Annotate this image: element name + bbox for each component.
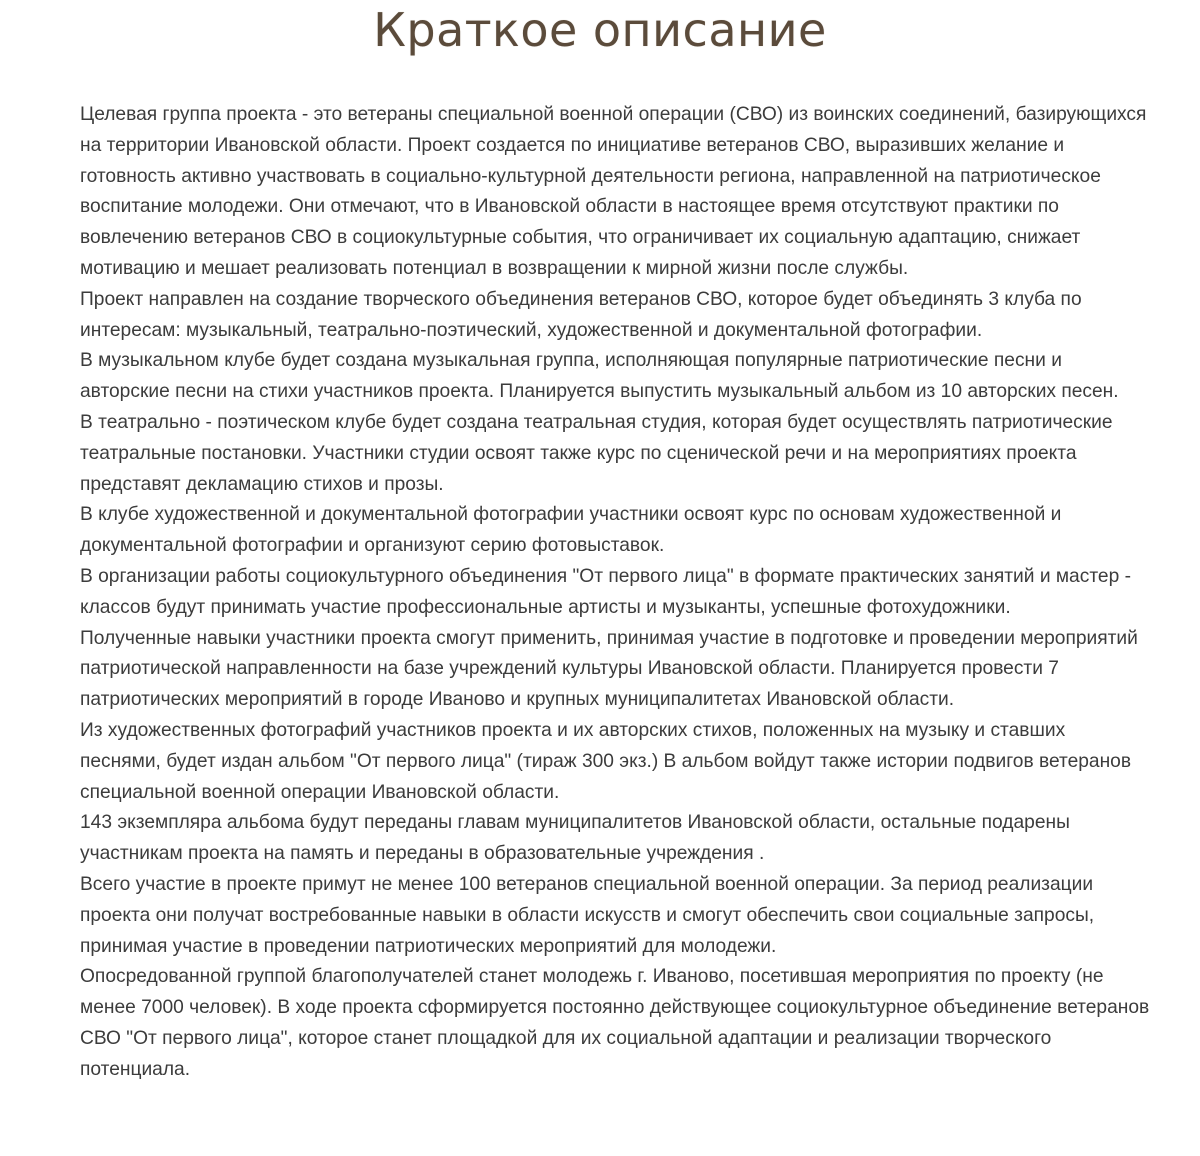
- paragraph-organization: В организации работы социокультурного объединения "От первого лица" в формате практических занятий и мастер - классов будут принимать участие профессиональные артисты и музыканты, успешные фотохудожники.: [80, 565, 1131, 618]
- paragraph-project-aim: Проект направлен на создание творческого объединения ветеранов СВО, которое будет объединять 3 клуба по интересам: музыкальный, театрально-поэтический, художественной и документальной фотографии.: [80, 288, 1082, 341]
- paragraph-theatre-club: В театрально - поэтическом клубе будет создана театральная студия, которая будет осуществлять патриотические театральные постановки. Участники студии освоят также курс по сценической речи и на мероприятиях проекта представят декламацию стихов и прозы.: [80, 411, 1113, 495]
- paragraph-beneficiaries: Опосредованной группой благополучателей станет молодежь г. Иваново, посетившая мероприятия по проекту (не менее 7000 человек). В ходе проекта сформируется постоянно действующее социокультурное объединение ветеранов СВО "От первого лица", которое станет площадкой для их социальной адаптации и реализации творческого потенциала.: [80, 966, 1150, 1080]
- page-title: Краткое описание: [373, 3, 827, 57]
- paragraph-album: Из художественных фотографий участников проекта и их авторских стихов, положенных на музыку и ставших песнями, будет издан альбом "От первого лица" (тираж 300 экз.) В альбом войдут также истории подвигов ветеранов специальной военной операции Ивановской области.: [80, 719, 1132, 803]
- paragraph-skills-events: Полученные навыки участники проекта смогут применить, принимая участие в подготовке и проведении мероприятий патриотической направленности на базе учреждений культуры Ивановской области. Планируется провести 7 патриотических мероприятий в городе Иваново и крупных муниципалитетах Ивановской области.: [80, 627, 1138, 711]
- paragraph-album-distribution: 143 экземпляра альбома будут переданы главам муниципалитетов Ивановской области, остальные подарены участникам проекта на память и переданы в образовательные учреждения .: [80, 812, 1070, 865]
- paragraph-photo-club: В клубе художественной и документальной фотографии участники освоят курс по основам художественной и документальной фотографии и организуют серию фотовыставок.: [80, 504, 1062, 557]
- paragraph-music-club: В музыкальном клубе будет создана музыкальная группа, исполняющая популярные патриотические песни и авторские песни на стихи участников проекта. Планируется выпустить музыкальный альбом из 10 авторских песен.: [80, 350, 1119, 403]
- paragraph-target-group: Целевая группа проекта - это ветераны специальной военной операции (СВО) из воинских соединений, базирующихся на территории Ивановской области. Проект создается по инициативе ветеранов СВО, выразивших желание и готовность активно участвовать в социально-культурной деятельности региона, направленной на патриотическое воспитание молодежи. Они отмечают, что в Ивановской области в настоящее время отсутствуют практики по вовлечению ветеранов СВО в социокультурные события, что ограничивает их социальную адаптацию, снижает мотивацию и мешает реализовать потенциал в возвращении к мирной жизни после службы.: [80, 104, 1147, 279]
- description-body: [80, 100, 1150, 1086]
- paragraph-participants: Всего участие в проекте примут не менее 100 ветеранов специальной военной операции. За период реализации проекта они получат востребованные навыки в области искусств и смогут обеспечить свои социальные запросы, принимая участие в проведении патриотических мероприятий для молодежи.: [80, 873, 1095, 957]
